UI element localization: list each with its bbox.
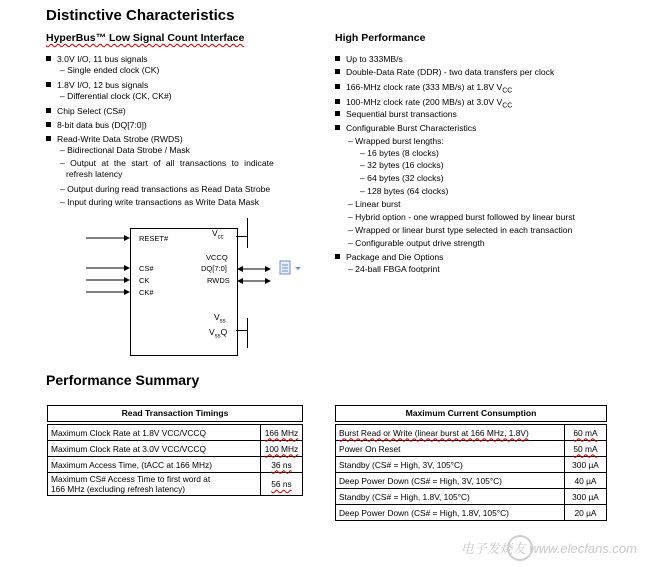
list-subitem: – Wrapped or linear burst type selected in each transaction	[348, 225, 573, 235]
read-transaction-table	[47, 424, 303, 496]
table-cell-label: Standby (CS# = High, 3V, 105°C)	[336, 457, 565, 473]
table-cell-value: 60 mA	[565, 425, 607, 441]
table-row	[336, 473, 607, 489]
table-cell-label: Power On Reset	[336, 441, 565, 457]
pin-vss: $V_{ss}$	[214, 312, 226, 325]
list-subitem: – 32 bytes (16 clocks)	[360, 160, 444, 170]
list-subitem: – Input during write transactions as Write Data Mask	[60, 197, 260, 207]
table-cell-value: 56 ns	[261, 473, 303, 496]
vcc-line-h	[236, 236, 247, 237]
list-item: Sequential burst transactions	[335, 109, 457, 120]
list-subitem: – 64 bytes (32 clocks)	[360, 173, 444, 183]
table-row	[48, 457, 303, 473]
list-subitem: – Output during read transactions as Read Data Strobe	[60, 184, 271, 194]
pin-dq: DQ[7:0]	[201, 264, 227, 273]
list-subitem: – 16 bytes (8 clocks)	[360, 148, 439, 158]
pin-ck: CK	[139, 276, 150, 285]
list-subitem: – Hybrid option - one wrapped burst followed by linear burst	[348, 212, 575, 222]
list-item: Configurable Burst Characteristics	[335, 123, 476, 134]
table-row	[336, 425, 607, 441]
table-cell-value: 300 µA	[565, 489, 607, 505]
list-item: Chip Select (CS#)	[46, 106, 126, 117]
vcc-line	[247, 218, 248, 248]
performance-summary-title: Performance Summary	[46, 372, 200, 388]
table-cell-value: 50 mA	[565, 441, 607, 457]
table-cell-label: Maximum Access Time, (tACC at 166 MHz)	[48, 457, 261, 473]
read-table-title: Read Transaction Timings	[47, 405, 303, 422]
list-item: Package and Die Options	[335, 252, 443, 263]
right-heading: High Performance	[335, 32, 426, 44]
list-subitem: – Wrapped burst lengths:	[348, 136, 444, 146]
list-subitem: – 128 bytes (64 clocks)	[360, 186, 449, 196]
table-cell-value: 36 ns	[261, 457, 303, 473]
current-table-title: Maximum Current Consumption	[335, 405, 607, 422]
table-cell-label: Maximum CS# Access Time to first word at 166 MHz (excluding refresh latency)	[48, 473, 261, 496]
left-heading	[46, 32, 244, 44]
table-cell-value: 20 µA	[565, 505, 607, 521]
page-title: Distinctive Characteristics	[46, 7, 235, 24]
table-cell-label: Deep Power Down (CS# = High, 1.8V, 105°C)	[336, 505, 565, 521]
table-cell-value: 40 µA	[565, 473, 607, 489]
list-subitem: – Differential clock (CK, CK#)	[60, 91, 172, 101]
list-subitem: refresh latency	[66, 169, 123, 179]
table-cell-label: Burst Read or Write (linear burst at 166 MHz, 1.8V)	[336, 425, 565, 441]
current-consumption-table	[335, 424, 607, 521]
table-cell-label: Maximum Clock Rate at 1.8V VCC/VCCQ	[48, 425, 261, 441]
list-item: Double-Data Rate (DDR) - two data transfers per clock	[335, 67, 554, 78]
left-heading-text: HyperBus™ Low Signal Count Interface	[46, 32, 245, 44]
list-item: Up to 333MB/s	[335, 54, 403, 65]
table-cell-label: Maximum Clock Rate at 3.0V VCC/VCCQ	[48, 441, 261, 457]
document-icon	[279, 260, 305, 276]
list-subitem: – 24-ball FBGA footprint	[348, 264, 440, 274]
table-row	[48, 425, 303, 441]
list-subitem: – Single ended clock (CK)	[60, 65, 160, 75]
pin-cs: CS#	[139, 264, 154, 273]
table-cell-label: Deep Power Down (CS# = High, 3V, 105°C)	[336, 473, 565, 489]
table-cell-label: Standby (CS# = High, 1.8V, 105°C)	[336, 489, 565, 505]
watermark: 电子发烧友 www.elecfans.com	[460, 541, 637, 556]
table-cell-value: 300 µA	[565, 457, 607, 473]
table-row	[48, 473, 303, 496]
output-arrows	[236, 260, 276, 290]
table-row	[336, 505, 607, 521]
pin-vccq: VCCQ	[206, 253, 228, 262]
list-item: 8-bit data bus (DQ[7:0])	[46, 120, 147, 131]
pin-reset: RESET#	[139, 234, 169, 243]
table-row	[336, 441, 607, 457]
vss-line-h	[236, 330, 247, 331]
list-item: 100-MHz clock rate (200 MB/s) at 3.0V $V_{CC}$	[335, 97, 512, 112]
list-item: 1.8V I/O, 12 bus signals	[46, 80, 148, 91]
list-subitem: – Linear burst	[348, 199, 401, 209]
input-arrows	[86, 230, 136, 300]
pin-cksharp: CK#	[139, 288, 154, 297]
list-item: 166-MHz clock rate (333 MB/s) at 1.8V $V_{CC}$	[335, 82, 512, 97]
pin-rwds: RWDS	[207, 276, 230, 285]
table-row	[48, 441, 303, 457]
list-item: Read-Write Data Strobe (RWDS)	[46, 134, 183, 145]
list-subitem: – Bidirectional Data Strobe / Mask	[60, 145, 190, 155]
table-cell-value: 166 MHz	[261, 425, 303, 441]
table-cell-value: 100 MHz	[261, 441, 303, 457]
pin-vssq: $V_{ss}Q$	[209, 327, 228, 340]
table-row	[336, 489, 607, 505]
pin-vcc: $V_{cc}$	[212, 228, 224, 241]
list-subitem: – Configurable output drive strength	[348, 238, 485, 248]
vss-line	[247, 318, 248, 348]
list-item: 3.0V I/O, 11 bus signals	[46, 54, 148, 65]
list-subitem: – Output at the start of all transactions to indicate	[60, 158, 274, 168]
table-row	[336, 457, 607, 473]
